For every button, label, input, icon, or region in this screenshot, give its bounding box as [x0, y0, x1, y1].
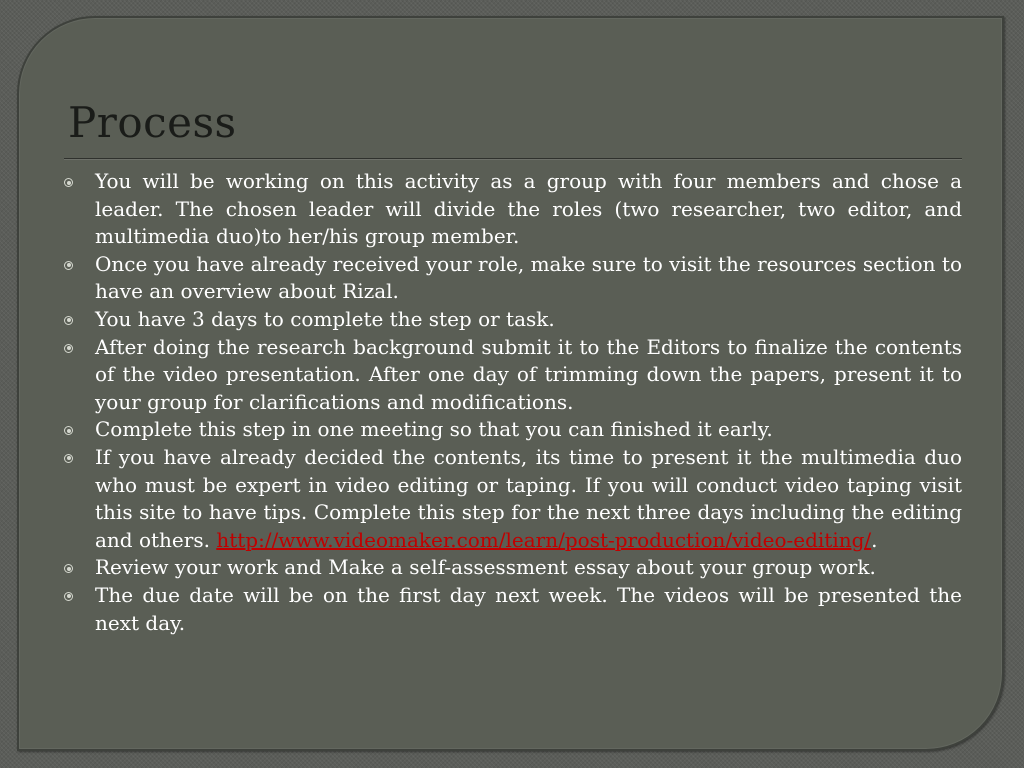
bullet-item — [64, 444, 962, 554]
bullet-text: You will be working on this activity as a group with four members and chose a leader. The chosen leader will divide the roles (two researcher, two editor, and multimedia duo)to her/his group member. — [95, 169, 962, 249]
bullet-text-with-link — [95, 444, 962, 554]
process-bullet-list — [64, 168, 962, 637]
bullet-text: Review your work and Make a self-assessment essay about your group work. — [95, 555, 876, 580]
bullet-text: You have 3 days to complete the step or task. — [95, 306, 555, 331]
circle-bullet-icon — [64, 592, 73, 601]
bullet-suffix: . — [871, 527, 878, 552]
bullet-text: If you have already decided the contents, its time to present it the multimedia duo who must be expert in video editing or taping. If you will conduct video taping visit this site to have tips. Complete this step for the next three days including the editing and others. — [95, 444, 962, 552]
bullet-item — [64, 306, 962, 334]
slide-title: Process — [68, 98, 237, 147]
circle-bullet-icon — [64, 564, 73, 573]
circle-bullet-icon — [64, 454, 73, 463]
circle-bullet-icon — [64, 344, 73, 353]
bullet-text: The due date will be on the first day next week. The videos will be presented the next day. — [95, 582, 962, 635]
bullet-text: Complete this step in one meeting so that you can finished it early. — [95, 417, 773, 442]
video-editing-link[interactable]: http://www.videomaker.com/learn/post-production/video-editing/ — [216, 527, 872, 552]
circle-bullet-icon — [64, 426, 73, 435]
bullet-item — [64, 334, 962, 417]
circle-bullet-icon — [64, 178, 73, 187]
circle-bullet-icon — [64, 261, 73, 270]
bullet-item — [64, 251, 962, 306]
bullet-item — [64, 168, 962, 251]
bullet-text: After doing the research background submit it to the Editors to finalize the contents of the video presentation. After one day of trimming down the papers, present it to your group for clarifications and modifications. — [95, 334, 962, 414]
title-divider — [64, 158, 962, 160]
bullet-text: Once you have already received your role, make sure to visit the resources section to have an overview about Rizal. — [95, 251, 962, 304]
bullet-item — [64, 416, 962, 444]
bullet-item — [64, 554, 962, 582]
circle-bullet-icon — [64, 316, 73, 325]
bullet-item — [64, 582, 962, 637]
